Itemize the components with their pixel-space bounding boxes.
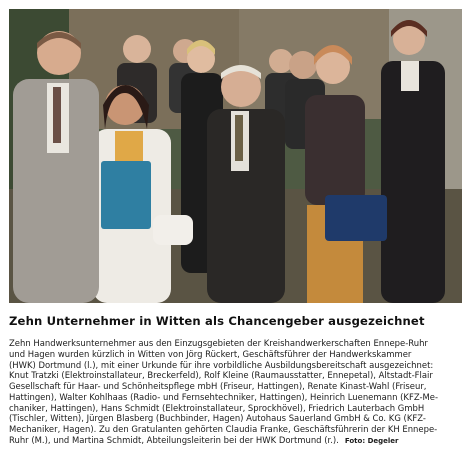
article-line: Zehn Handwerksunternehmer aus den Einzugsgebieten der Kreishandwerkerschaften Ennepe-Ruhr [9, 338, 428, 348]
article-line: chaniker, Hattingen), Hans Schmidt (Elektroinstallateur, Sprockhövel), Friedrich Lauterbach GmbH [9, 402, 425, 413]
article-line: und Hagen wurden kürzlich in Witten von Jörg Rückert, Geschäftsführer der Handwerkskammer [9, 348, 412, 359]
article-line: Gesellschaft für Haar- und Schönheitspflege mbH (Friseur, Hattingen), Renate Kinast-Wahl (Friseur, [9, 381, 427, 391]
group-photo [9, 9, 462, 303]
article-line-last [9, 435, 467, 447]
article-line: (HWK) Dortmund (l.), mit einer Urkunde für ihre vorbildliche Ausbildungsbereitschaft ausgezeichnet: [9, 359, 434, 370]
headline: Zehn Unternehmer in Witten als Chancengeber ausgezeichnet [9, 314, 425, 328]
article-line: Ruhr (M.), und Martina Schmidt, Abteilungsleiterin bei der HWK Dortmund (r.). [9, 434, 339, 445]
photo-credit: Foto: Degeler [344, 436, 399, 445]
article-line: Mechaniker, Hagen). Zu den Gratulanten gehörten Claudia Franke, Geschäftsführerin der KH Ennepe- [9, 424, 438, 434]
article-line: Hattingen), Walter Kohlhaas (Radio- und Fernsehtechniker, Hattingen), Heinrich Luenemann (KFZ-Me- [9, 391, 439, 402]
article-line: Knut Tratzki (Elektroinstallateur, Breckerfeld), Rolf Kleine (Raumausstatter, Ennepetal), Altstadt-Flair [9, 370, 433, 381]
article-line: (Tischler, Witten), Jürgen Blasberg (Buchbinder, Hagen) Autohaus Sauerland GmbH & Co. KG (KFZ- [9, 413, 426, 424]
article-body [9, 338, 467, 447]
